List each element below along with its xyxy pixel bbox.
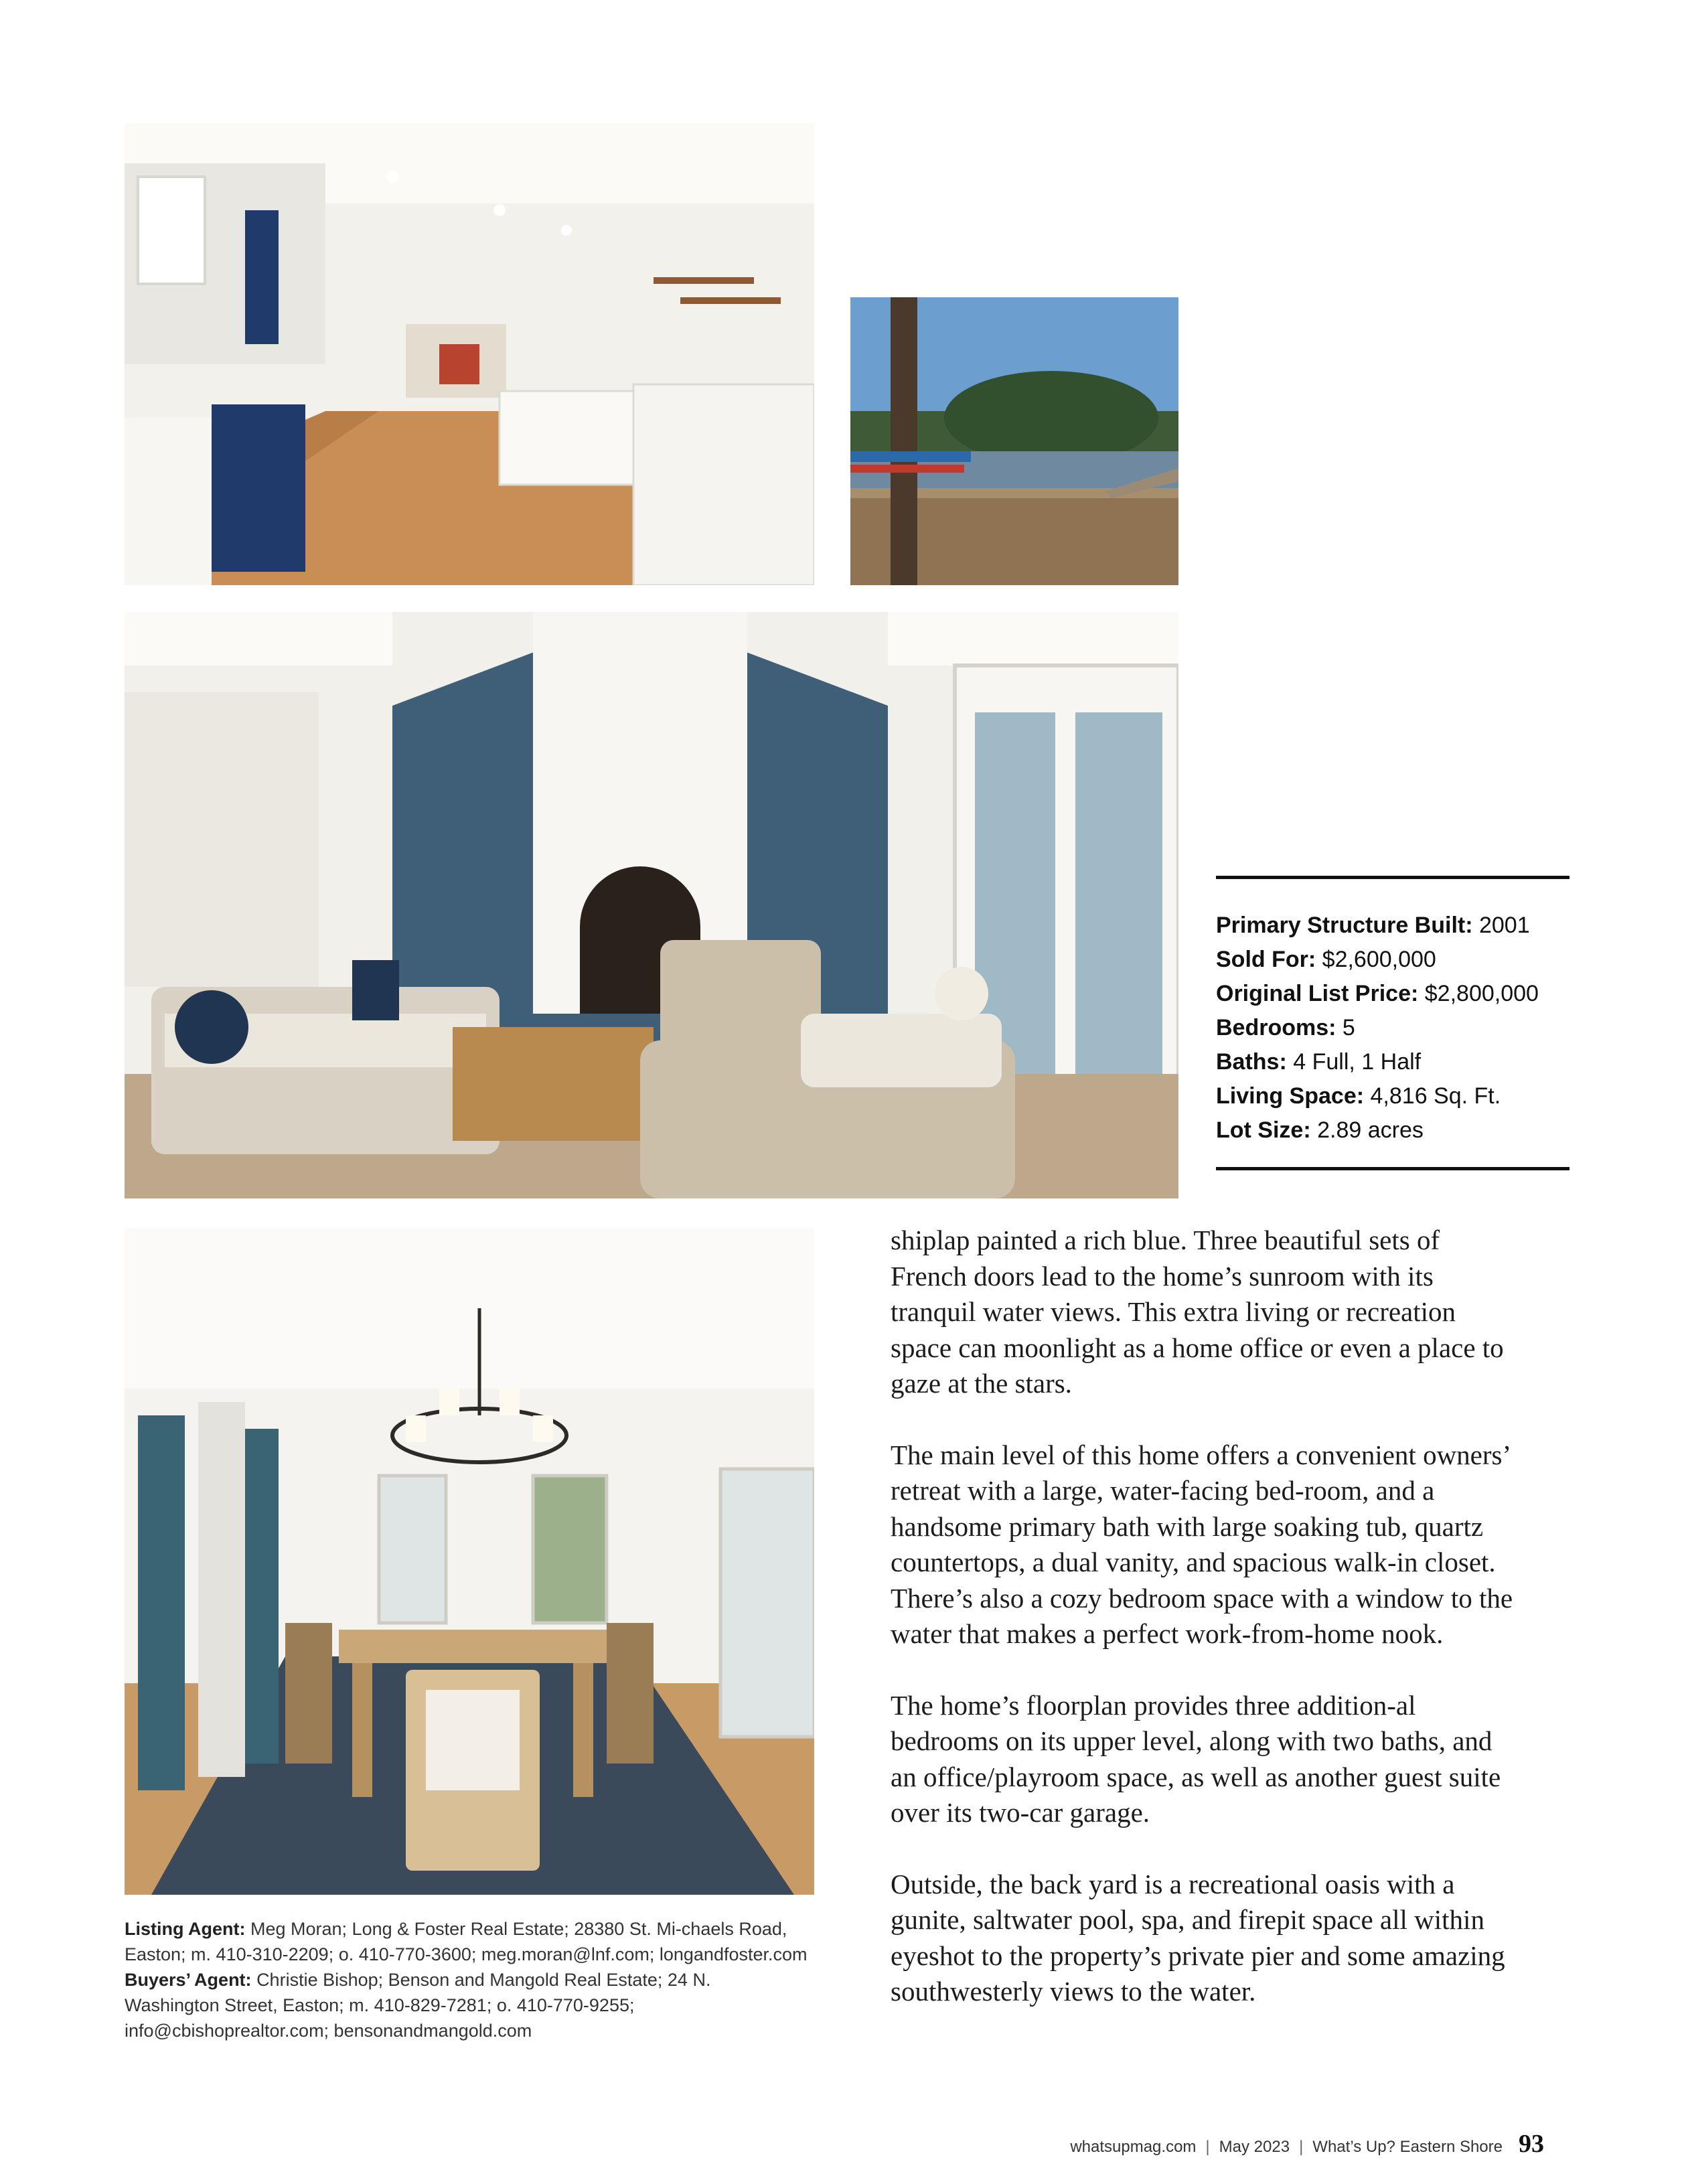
page-footer — [1070, 2129, 1544, 2159]
article-paragraph: The home’s floorplan provides three addition-al bedrooms on its upper level, along with two baths, and an office/playroom space, as well as another guest suite over its two-car garage. — [891, 1689, 1501, 1828]
kitchen-photo — [125, 123, 814, 585]
listing-agent-text: Meg Moran; Long & Foster Real Estate; 28380 St. Mi-chaels Road, Easton; m. 410-310-2209; o. 410-770-3600; meg.moran@lnf.com; longandfoster.com — [125, 1919, 808, 1964]
fact-value: 2.89 acres — [1317, 1117, 1424, 1143]
fact-bedrooms — [1216, 1011, 1570, 1045]
footer-issue: May 2023 — [1219, 2138, 1290, 2156]
fact-primary-structure-built — [1216, 909, 1570, 943]
fact-value: $2,800,000 — [1424, 981, 1539, 1006]
fact-label: Primary Structure Built: — [1216, 913, 1473, 938]
fact-lot-size — [1216, 1113, 1570, 1148]
buyers-agent-text: Christie Bishop; Benson and Mangold Real Estate; 24 N. Washington Street, Easton; m. 410-829-7281; o. 410-770-9255; info@cbishoprealtor.com; bensonandmangold.com — [125, 1970, 711, 2041]
property-facts-box — [1216, 876, 1570, 1170]
page-number: 93 — [1519, 2130, 1544, 2158]
dining-room-photo — [125, 1228, 814, 1895]
fact-label: Lot Size: — [1216, 1117, 1311, 1143]
fact-living-space — [1216, 1079, 1570, 1113]
fact-label: Sold For: — [1216, 947, 1316, 972]
fact-value: $2,600,000 — [1322, 947, 1436, 972]
article-paragraph: shiplap painted a rich blue. Three beautiful sets of French doors lead to the home’s sunroom with its tranquil water views. This extra living or recreation space can moonlight as a home office or even a place to gaze at the stars. — [891, 1225, 1504, 1399]
article-paragraph: The main level of this home offers a convenient owners’ retreat with a large, water-facing bed-room, and a handsome primary bath with large soaking tub, quartz countertops, a dual vanity, and spacious walk-in closet. There’s also a cozy bedroom space with a window to the water that makes a perfect work-from-home nook. — [891, 1439, 1513, 1649]
article-paragraph: Outside, the back yard is a recreational oasis with a gunite, saltwater pool, spa, and firepit space all within eyeshot to the property’s private pier and some amazing southwesterly views to the water. — [891, 1868, 1505, 2007]
fact-value: 2001 — [1478, 913, 1530, 938]
fact-sold-for — [1216, 943, 1570, 977]
footer-site: whatsupmag.com — [1070, 2138, 1197, 2156]
living-room-photo — [125, 612, 1178, 1198]
footer-separator: | — [1299, 2138, 1304, 2156]
waterfront-photo — [850, 297, 1178, 585]
fact-label: Living Space: — [1216, 1083, 1365, 1109]
listing-agent-label: Listing Agent: — [125, 1919, 246, 1939]
footer-separator: | — [1205, 2138, 1210, 2156]
fact-label: Bedrooms: — [1216, 1015, 1336, 1040]
article-body — [891, 1223, 1513, 2045]
fact-original-list-price — [1216, 977, 1570, 1011]
agent-credits — [125, 1916, 808, 2043]
fact-label: Baths: — [1216, 1049, 1287, 1075]
footer-publication: What’s Up? Eastern Shore — [1312, 2138, 1503, 2156]
fact-baths — [1216, 1045, 1570, 1079]
fact-value: 4,816 Sq. Ft. — [1370, 1083, 1501, 1109]
fact-label: Original List Price: — [1216, 981, 1419, 1006]
fact-value: 4 Full, 1 Half — [1293, 1049, 1422, 1075]
fact-value: 5 — [1342, 1015, 1355, 1040]
buyers-agent-label: Buyers’ Agent: — [125, 1970, 252, 1990]
